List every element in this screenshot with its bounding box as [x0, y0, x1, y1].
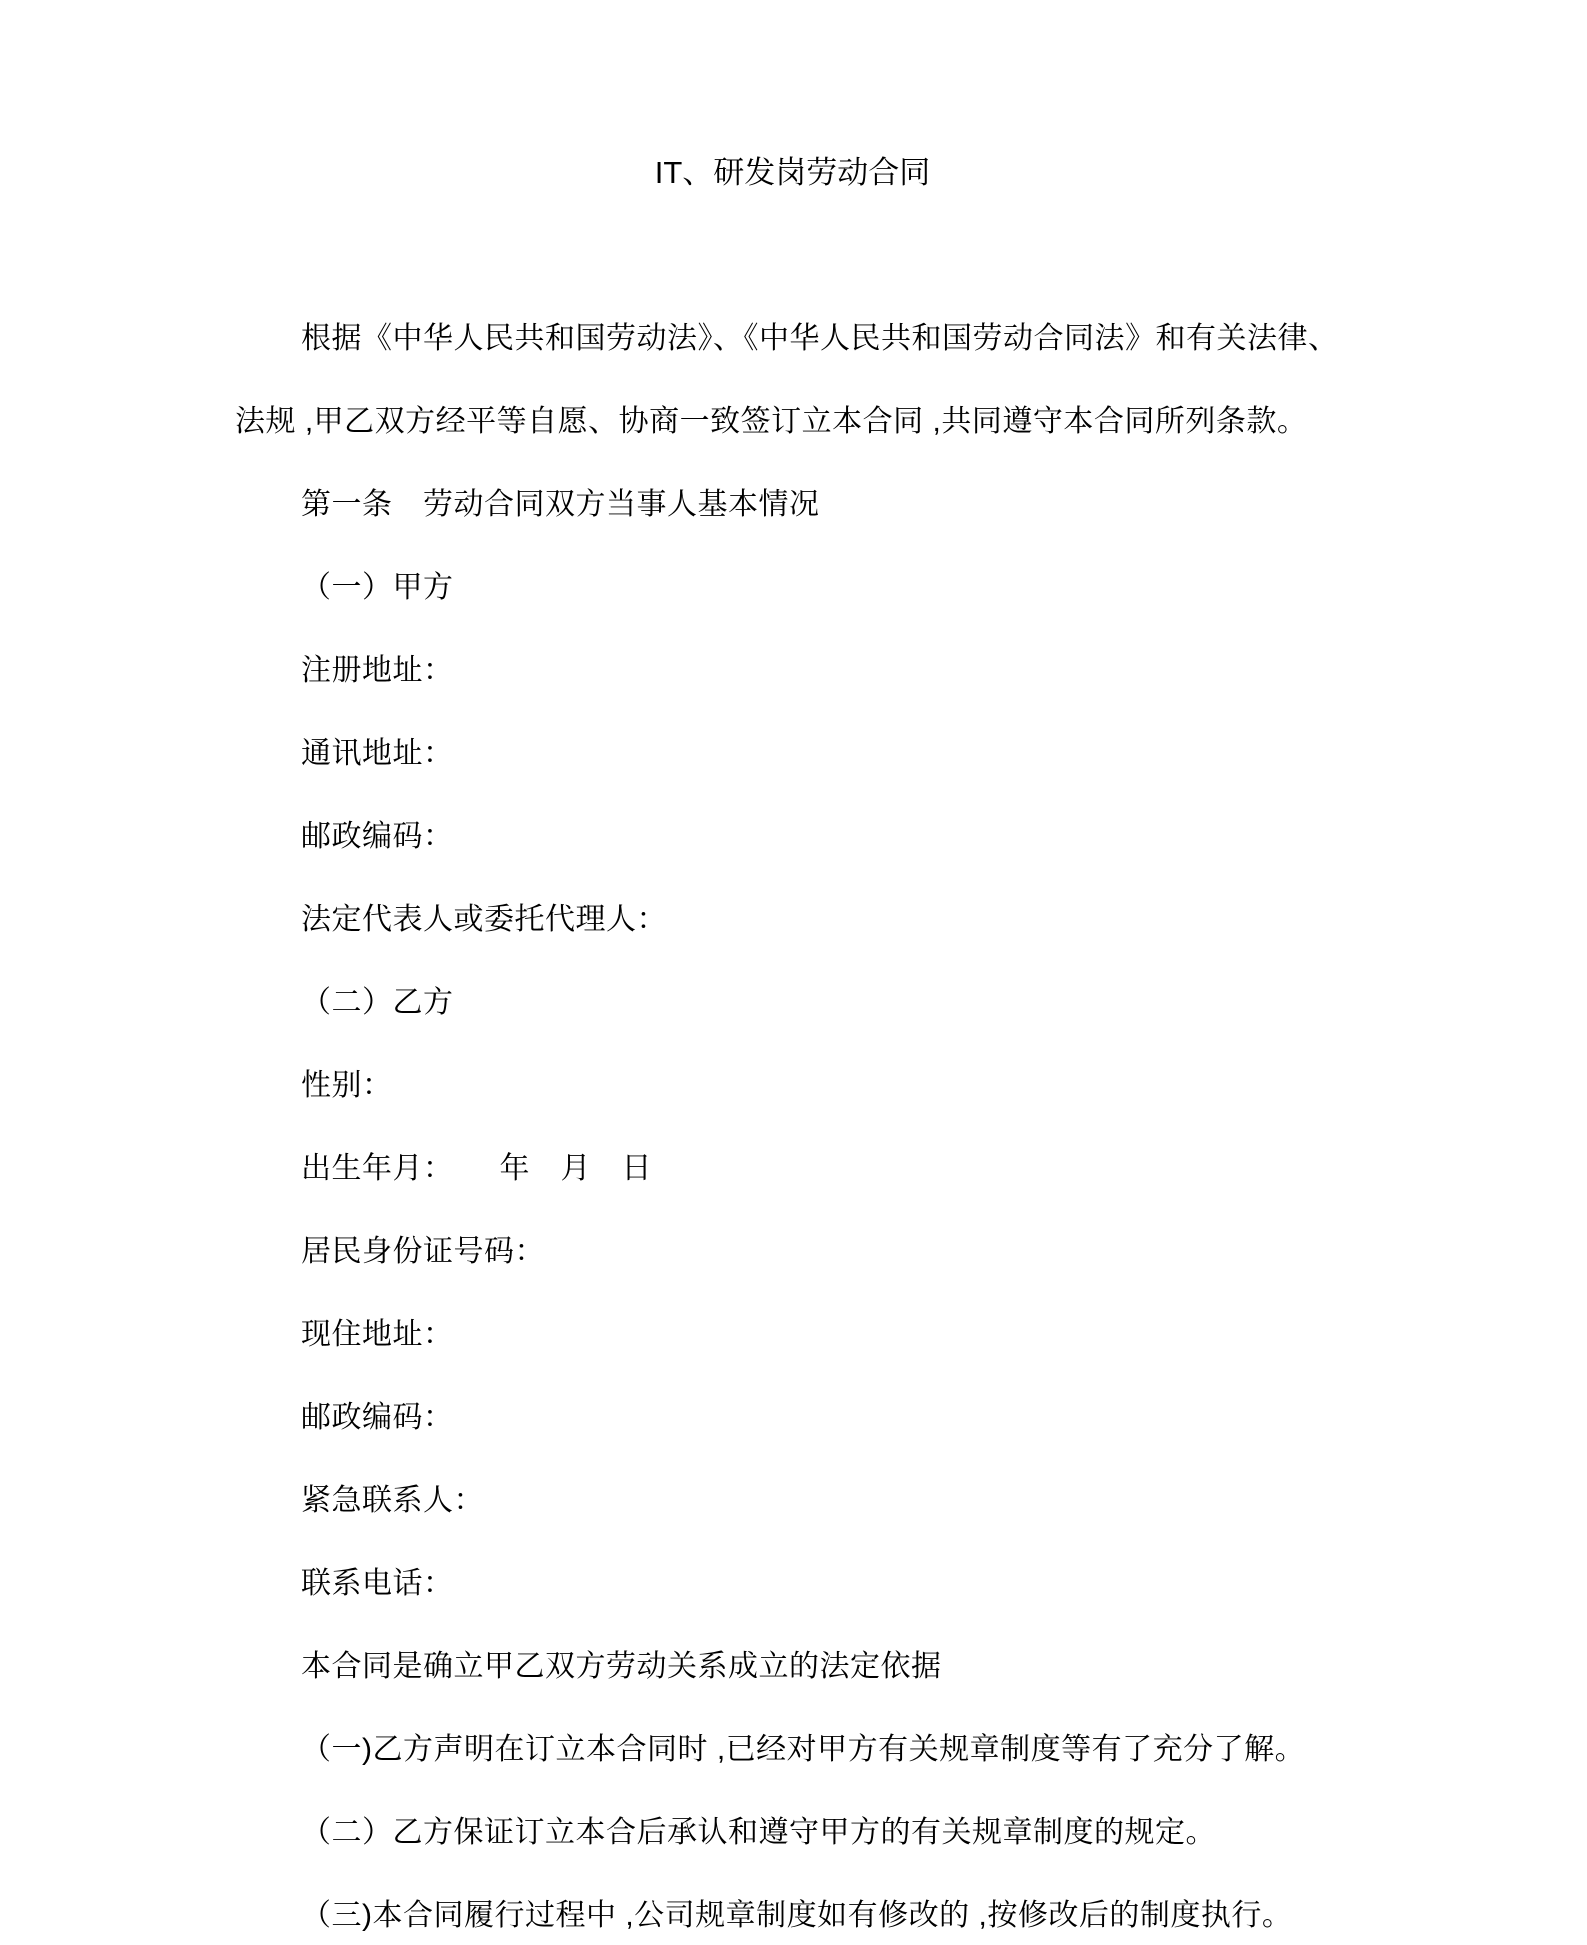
paragraph-line: 第一条 劳动合同双方当事人基本情况 [301, 488, 820, 521]
paragraph-line: （三)本合同履行过程中 ,公司规章制度如有修改的 ,按修改后的制度执行。 [301, 1899, 1293, 1932]
paragraph-line: 邮政编码： [301, 1401, 454, 1434]
paragraph-line: 现住地址： [301, 1318, 454, 1351]
paragraph-line: 居民身份证号码： [301, 1235, 545, 1268]
blank-line [235, 214, 1387, 297]
paragraph-line: 注册地址： [301, 654, 454, 687]
paragraph-line: （一)乙方声明在订立本合同时 ,已经对甲方有关规章制度等有了充分了解。 [301, 1733, 1306, 1766]
paragraph-line: 联系电话： [301, 1567, 454, 1600]
paragraph-line: （一）甲方 [301, 571, 454, 604]
document-title: IT、研发岗劳动合同 [654, 155, 931, 190]
paragraph-line: 根据《中华人民共和国劳动法》、《中华人民共和国劳动合同法》和有关法律、 [301, 322, 1339, 355]
paragraph-line: 本合同是确立甲乙双方劳动关系成立的法定依据 [301, 1650, 942, 1683]
paragraph-line: 法规 ,甲乙双方经平等自愿、协商一致签订立本合同 ,共同遵守本合同所列条款。 [235, 405, 1308, 438]
document-body [235, 297, 1387, 1945]
paragraph-line: 通讯地址： [301, 737, 454, 770]
paragraph-line: 性别： [301, 1069, 393, 1102]
paragraph-line: 出生年月： 年 月 日 [301, 1152, 652, 1185]
paragraph-line: （二）乙方 [301, 986, 454, 1019]
paragraph-line: （二）乙方保证订立本合后承认和遵守甲方的有关规章制度的规定。 [301, 1816, 1216, 1849]
paragraph-line: 紧急联系人： [301, 1484, 484, 1517]
paragraph-line: 邮政编码： [301, 820, 454, 853]
paragraph-line: 法定代表人或委托代理人： [301, 903, 667, 936]
